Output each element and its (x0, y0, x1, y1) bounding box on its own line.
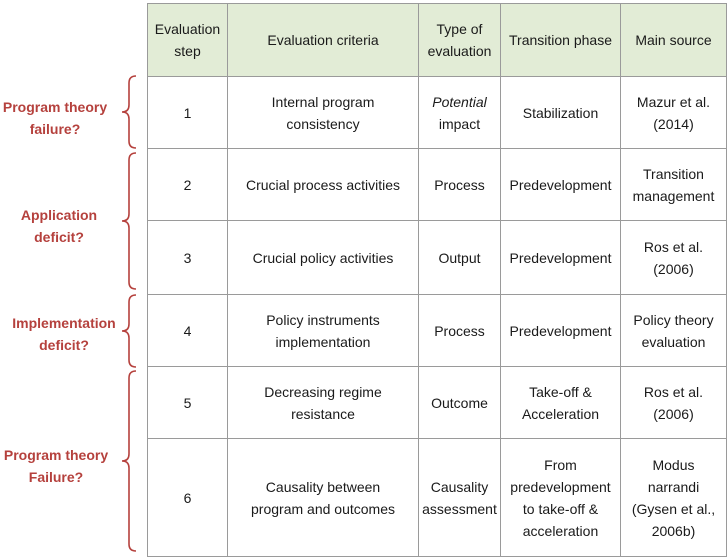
label-implementation-deficit: Implementation deficit? (12, 315, 116, 353)
cell-criteria: Internal program consistency (228, 77, 419, 149)
cell-phase: Predevelopment (501, 149, 621, 221)
cell-criteria: Crucial policy activities (228, 221, 419, 295)
cell-step: 4 (148, 295, 228, 367)
cell-source: Policy theory evaluation (621, 295, 727, 367)
brace-rows-2-3 (118, 150, 142, 292)
header-evaluation-step: Evaluation step (148, 4, 228, 77)
header-type-of-evaluation: Type of evaluation (419, 4, 501, 77)
cell-step: 3 (148, 221, 228, 295)
cell-phase: Stabilization (501, 77, 621, 149)
table-header-row (148, 4, 727, 77)
cell-step: 6 (148, 439, 228, 557)
cell-step: 2 (148, 149, 228, 221)
table-row (148, 367, 727, 439)
cell-criteria: Causality between program and outcomes (228, 439, 419, 557)
cell-type: Process (419, 149, 501, 221)
table-row (148, 149, 727, 221)
cell-source: Ros et al. (2006) (621, 221, 727, 295)
cell-step: 5 (148, 367, 228, 439)
cell-type: Output (419, 221, 501, 295)
header-main-source: Main source (621, 4, 727, 77)
table-row (148, 439, 727, 557)
table-row (148, 221, 727, 295)
cell-phase: Take-off & Acceleration (501, 367, 621, 439)
cell-phase: From predevelopment to take-off & acceleration (501, 439, 621, 557)
cell-source: Modus narrandi (Gysen et al., 2006b) (621, 439, 727, 557)
brace-row-1 (118, 74, 142, 150)
brace-rows-5-6 (118, 368, 142, 554)
cell-type: Causality assessment (419, 439, 501, 557)
label-program-theory-failure-2: Program theory Failure? (3, 447, 109, 485)
label-application-deficit: Application deficit? (20, 207, 98, 245)
label-program-theory-failure-1: Program theory failure? (2, 99, 108, 137)
cell-type: Potential impact (419, 77, 501, 149)
cell-source: Mazur et al. (2014) (621, 77, 727, 149)
cell-phase: Predevelopment (501, 295, 621, 367)
brace-row-4 (118, 293, 142, 369)
cell-criteria: Policy instruments implementation (228, 295, 419, 367)
table-row (148, 295, 727, 367)
cell-criteria: Decreasing regime resistance (228, 367, 419, 439)
cell-criteria: Crucial process activities (228, 149, 419, 221)
cell-type: Process (419, 295, 501, 367)
cell-source: Ros et al. (2006) (621, 367, 727, 439)
cell-step: 1 (148, 77, 228, 149)
header-evaluation-criteria: Evaluation criteria (228, 4, 419, 77)
cell-type: Outcome (419, 367, 501, 439)
cell-phase: Predevelopment (501, 221, 621, 295)
table-row (148, 77, 727, 149)
cell-source: Transition management (621, 149, 727, 221)
header-transition-phase: Transition phase (501, 4, 621, 77)
evaluation-table (147, 3, 727, 557)
